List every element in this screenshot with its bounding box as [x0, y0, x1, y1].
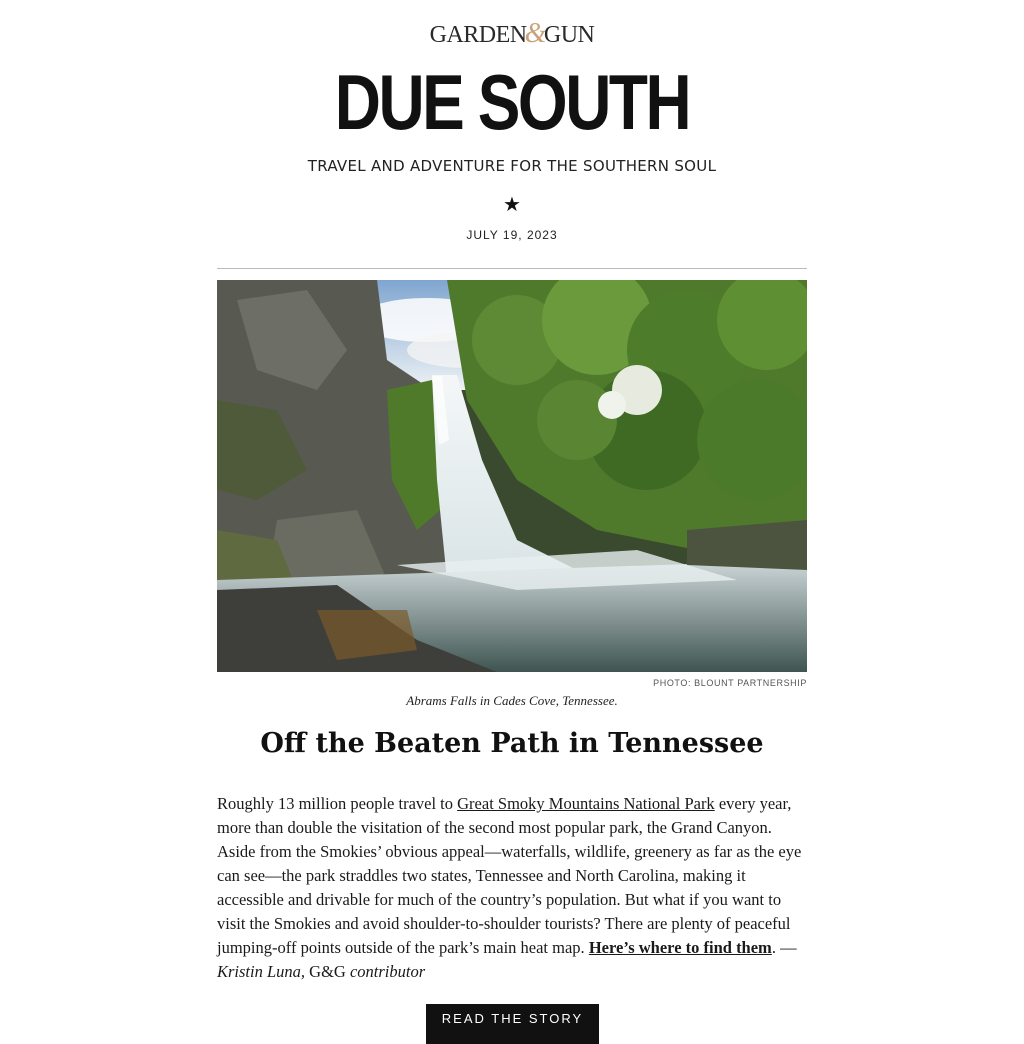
- body-text: Roughly 13 million people travel to: [217, 794, 458, 813]
- star-icon: ★: [503, 192, 521, 216]
- find-them-link[interactable]: Here’s where to find them: [588, 938, 772, 957]
- body-text: . —: [771, 938, 797, 957]
- author-role: contributor: [349, 962, 426, 981]
- article-headline[interactable]: Off the Beaten Path in Tennessee: [260, 728, 764, 759]
- hero-image[interactable]: [217, 280, 807, 672]
- logo-ampersand: &: [524, 18, 546, 49]
- logo-text-right: GUN: [543, 22, 595, 48]
- waterfall-illustration: [217, 280, 807, 672]
- photo-credit: PHOTO: BLOUNT PARTNERSHIP: [653, 678, 807, 688]
- body-text: every year, more than double the visitation of the second most popular park, the Grand Canyon. Aside from the Smokies’ obvious appeal—waterfalls, wildlife, greenery as far as the eye can see—the park straddles two states, Tennessee and North Carolina, making it accessible and drivable for much of the country’s population. But what if you want to visit the Smokies and avoid shoulder-to-shoulder tourists? There are plenty of peaceful jumping-off points outside of the park’s main heat map.: [217, 794, 802, 957]
- read-story-button[interactable]: READ THE STORY: [426, 1004, 599, 1044]
- divider-rule: [217, 268, 807, 269]
- newsletter-masthead: DUE SOUTH: [334, 58, 690, 146]
- park-link[interactable]: Great Smoky Mountains National Park: [457, 794, 715, 813]
- article-body: [217, 792, 807, 984]
- brand-logo[interactable]: [0, 18, 1024, 50]
- photo-caption: Abrams Falls in Cades Cove, Tennessee.: [406, 693, 618, 708]
- logo-text-left: GARDEN: [429, 22, 527, 48]
- issue-date: JULY 19, 2023: [466, 228, 558, 242]
- author-name: Kristin Luna,: [217, 962, 306, 981]
- publication-abbrev: G&G: [305, 962, 350, 981]
- newsletter-tagline: TRAVEL AND ADVENTURE FOR THE SOUTHERN SOUL: [307, 157, 717, 175]
